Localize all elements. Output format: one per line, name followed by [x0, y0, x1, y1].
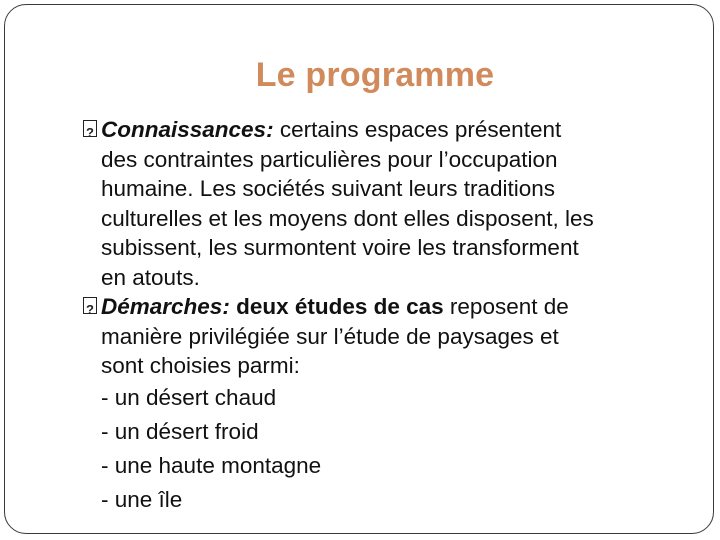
list-item: - une île [101, 486, 183, 512]
slide-body [83, 115, 683, 517]
text-line: subissent, les surmontent voire les transforment [101, 235, 579, 260]
paragraph-demarches [83, 292, 683, 322]
text-connaissances-line1: certains espaces présentent [273, 117, 562, 142]
paragraph-connaissances [83, 115, 683, 145]
text-line: manière privilégiée sur l’étude de paysages et [101, 323, 559, 349]
bold-phrase: deux études de cas [229, 294, 444, 319]
text-line: des contraintes particulières pour l’occupation [101, 146, 558, 172]
slide-title: Le programme [255, 56, 495, 94]
text-line: sont choisies parmi: [101, 353, 300, 378]
list-item: - un désert froid [101, 418, 259, 444]
list-item: - un désert chaud [101, 384, 277, 410]
text-demarches-line1: reposent de [443, 294, 569, 319]
lead-demarches: Démarches: [101, 294, 230, 319]
bullet-icon [83, 120, 97, 137]
text-line: en atouts. [101, 264, 200, 290]
text-line: culturelles et les moyens dont elles disposent, les [101, 205, 594, 231]
text-line: humaine. Les sociétés suivant leurs traditions [101, 176, 555, 201]
lead-connaissances: Connaissances: [101, 117, 274, 142]
list-item: - une haute montagne [101, 452, 322, 478]
bullet-icon [83, 297, 97, 314]
